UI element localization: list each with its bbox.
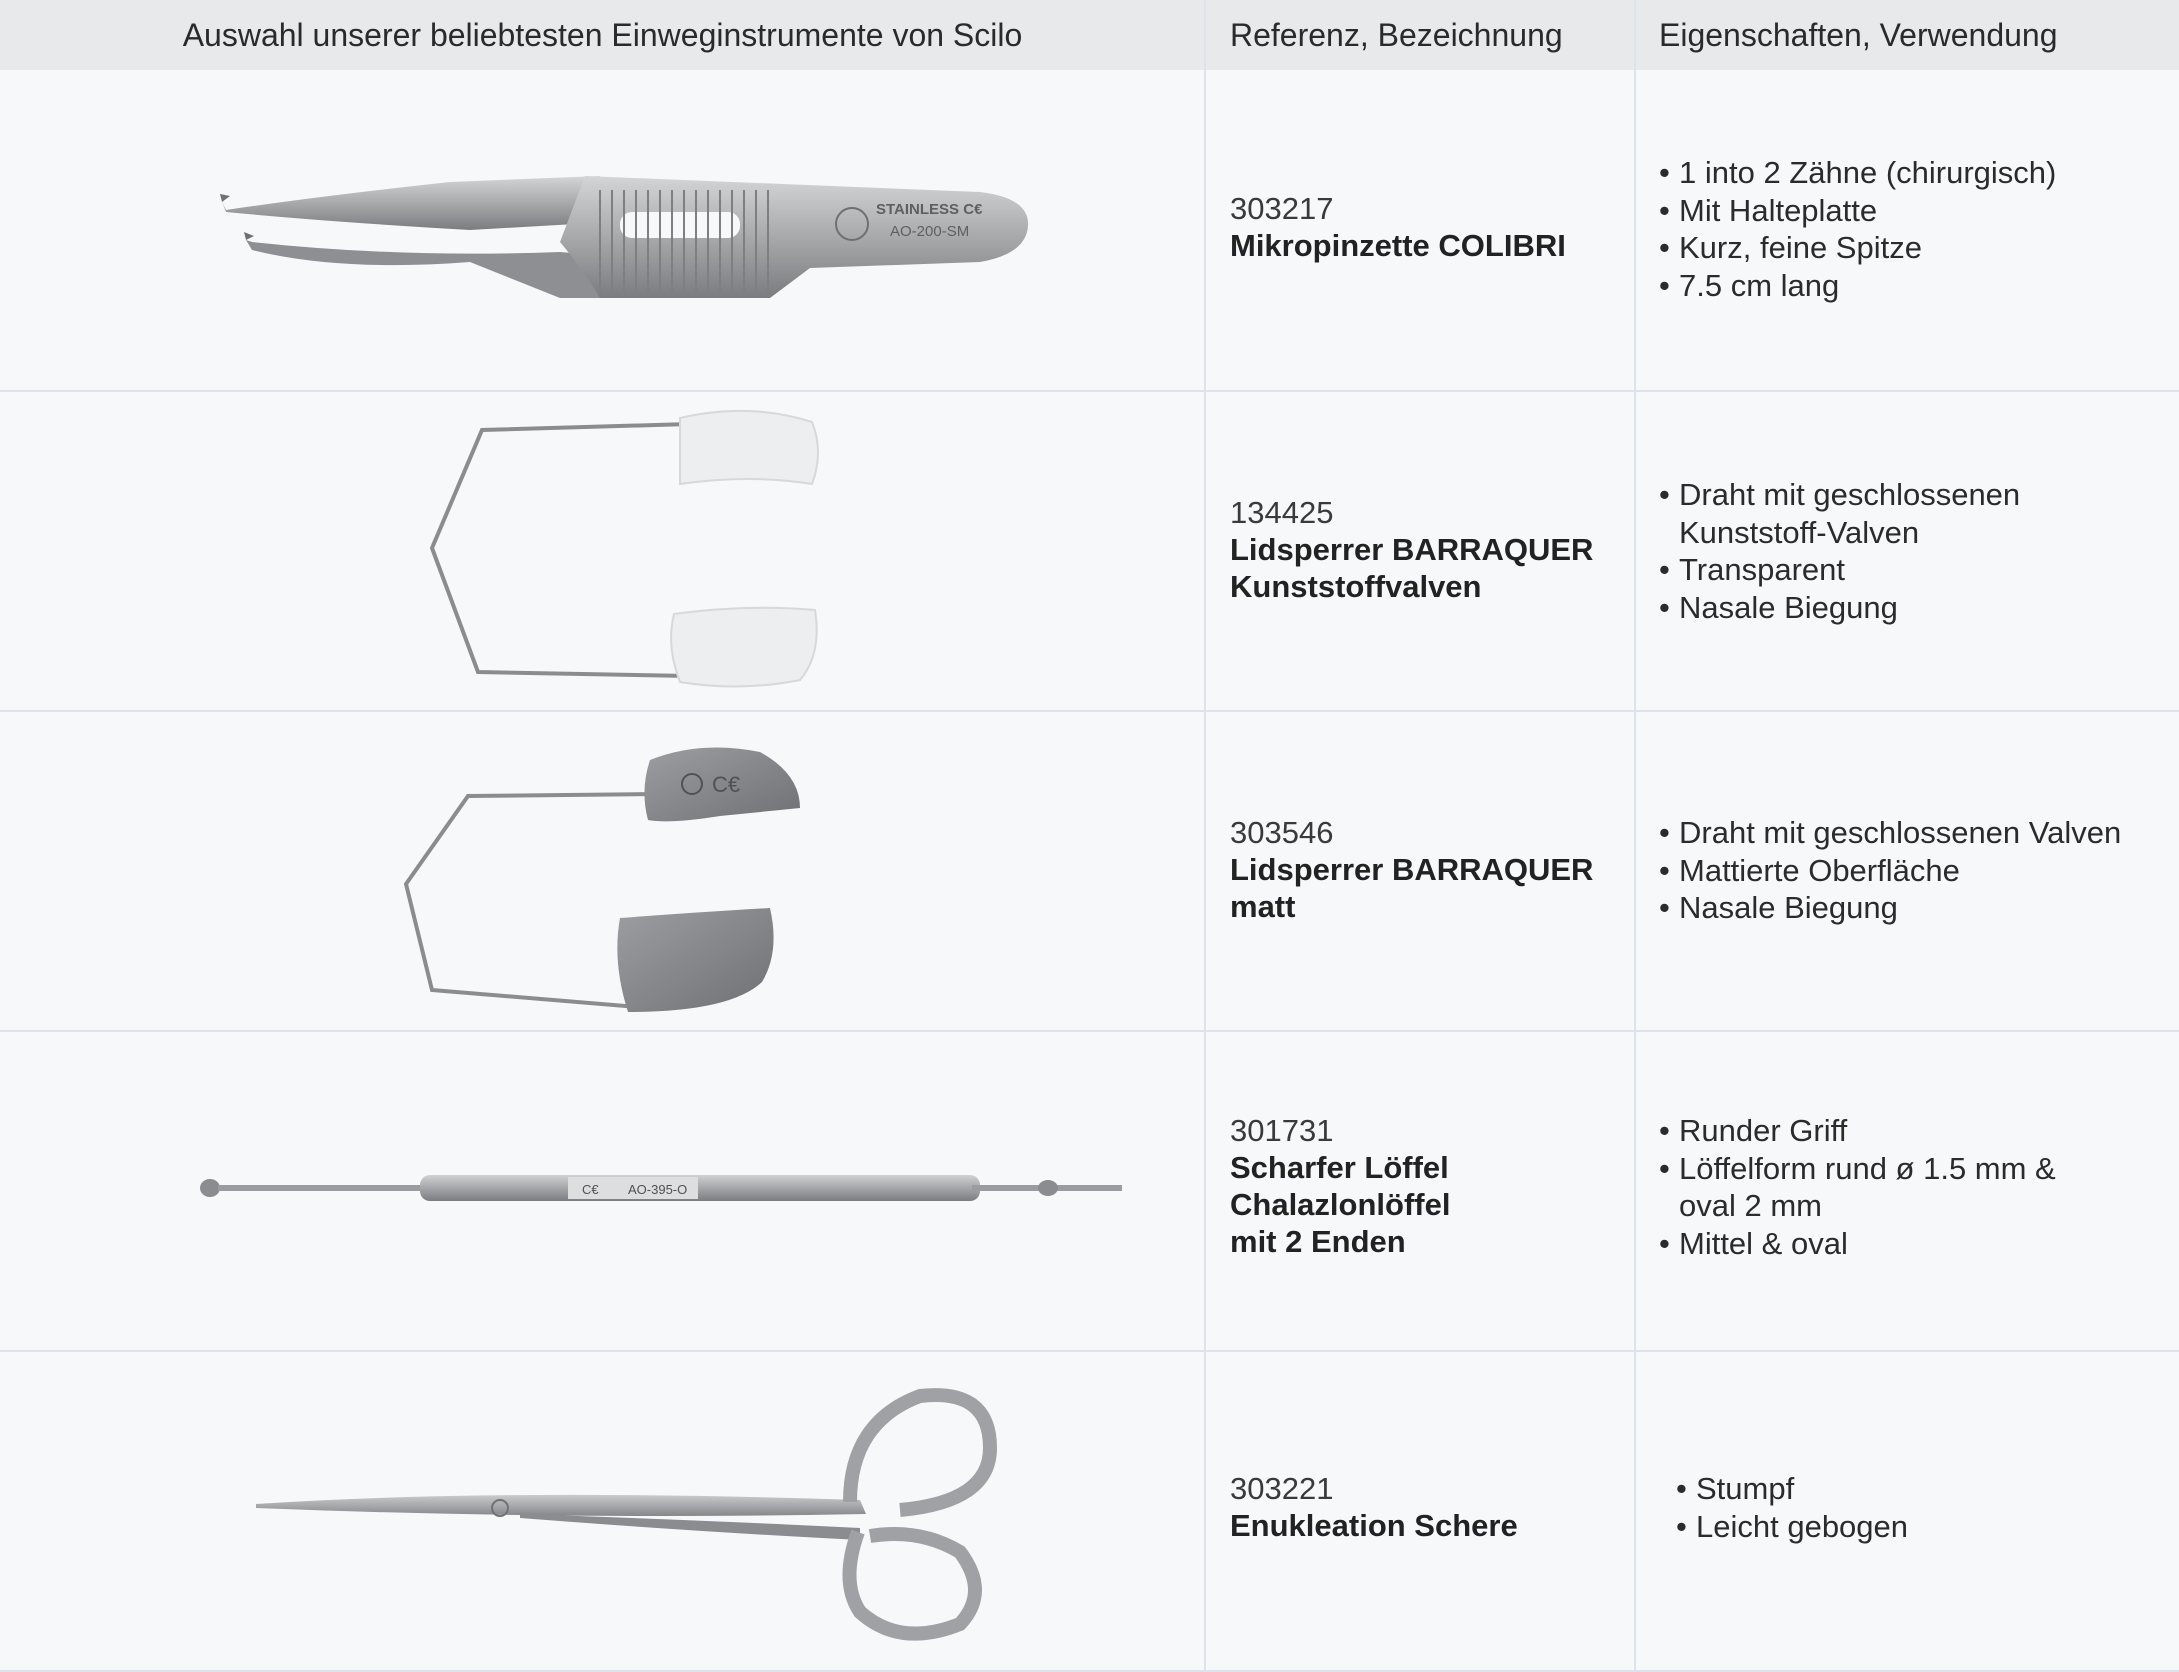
property-item: • Mattierte Oberfläche (1659, 852, 2169, 890)
property-item: • 1 into 2 Zähne (chirurgisch) (1659, 154, 2169, 192)
property-item: • Runder Griff (1659, 1112, 2169, 1150)
reference-cell (1230, 814, 1630, 925)
table-header (0, 0, 2179, 70)
reference-cell (1230, 494, 1630, 605)
product-name: mit 2 Enden (1230, 1224, 1406, 1259)
product-name: Enukleation Schere (1230, 1508, 1518, 1543)
product-name: Mikropinzette COLIBRI (1230, 228, 1566, 263)
property-item: • 7.5 cm lang (1659, 267, 2169, 305)
reference-cell (1230, 1112, 1630, 1260)
property-item: • Mit Halteplatte (1659, 192, 2169, 230)
product-name: Lidsperrer BARRAQUER (1230, 532, 1594, 567)
product-name: Scharfer Löffel (1230, 1150, 1449, 1185)
product-image-enucleation-scissors (0, 1352, 1205, 1670)
property-item: • Transparent (1659, 551, 2169, 589)
reference-cell (1230, 190, 1630, 264)
product-image-micro-forceps (0, 72, 1205, 390)
table-row (0, 392, 2179, 710)
property-item: • Draht mit geschlossenen Valven (1659, 814, 2169, 852)
property-item: • Löffelform rund ø 1.5 mm & oval 2 mm (1659, 1150, 2109, 1225)
reference-number: 134425 (1230, 495, 1334, 530)
product-image-lid-speculum-plastic (0, 392, 1205, 710)
product-name: Kunststoffvalven (1230, 569, 1482, 604)
reference-cell (1230, 1470, 1630, 1544)
engraving-text: AO-395-O (628, 1182, 688, 1197)
property-item: • Draht mit geschlossenen Kunststoff-Valven (1659, 476, 2169, 551)
engraving-text: STAINLESS C€ (876, 201, 983, 218)
table-row (0, 1352, 2179, 1670)
product-name: Lidsperrer BARRAQUER (1230, 852, 1594, 887)
header-reference-column: Referenz, Bezeichnung (1230, 17, 1563, 53)
product-name: Chalazlonlöffel (1230, 1187, 1451, 1222)
engraving-text: C€ (582, 1182, 599, 1197)
property-item: • Nasale Biegung (1659, 889, 2169, 927)
header-image-column: Auswahl unserer beliebtesten Einweginstrumente von Scilo (182, 17, 1023, 53)
header-properties-column: Eigenschaften, Verwendung (1659, 17, 2058, 53)
properties-cell (1659, 814, 2169, 927)
reference-number: 301731 (1230, 1113, 1334, 1148)
engraving-text: C€ (712, 772, 741, 797)
product-image-lid-speculum-matte (0, 712, 1205, 1030)
properties-cell (1659, 476, 2169, 626)
properties-cell (1659, 154, 2169, 304)
property-item: • Leicht gebogen (1676, 1508, 2179, 1546)
reference-number: 303546 (1230, 815, 1334, 850)
product-image-sharp-curette (0, 1032, 1205, 1350)
product-name: matt (1230, 889, 1296, 924)
reference-number: 303217 (1230, 191, 1334, 226)
table-row (0, 1032, 2179, 1350)
reference-number: 303221 (1230, 1471, 1334, 1506)
property-item: • Nasale Biegung (1659, 589, 2169, 627)
property-item: • Stumpf (1676, 1470, 2179, 1508)
properties-cell (1676, 1470, 2179, 1545)
table-row (0, 712, 2179, 1030)
table-row (0, 72, 2179, 390)
property-item: • Kurz, feine Spitze (1659, 229, 2169, 267)
property-item: • Mittel & oval (1659, 1225, 2169, 1263)
engraving-text: AO-200-SM (890, 223, 970, 240)
properties-cell (1659, 1112, 2169, 1262)
